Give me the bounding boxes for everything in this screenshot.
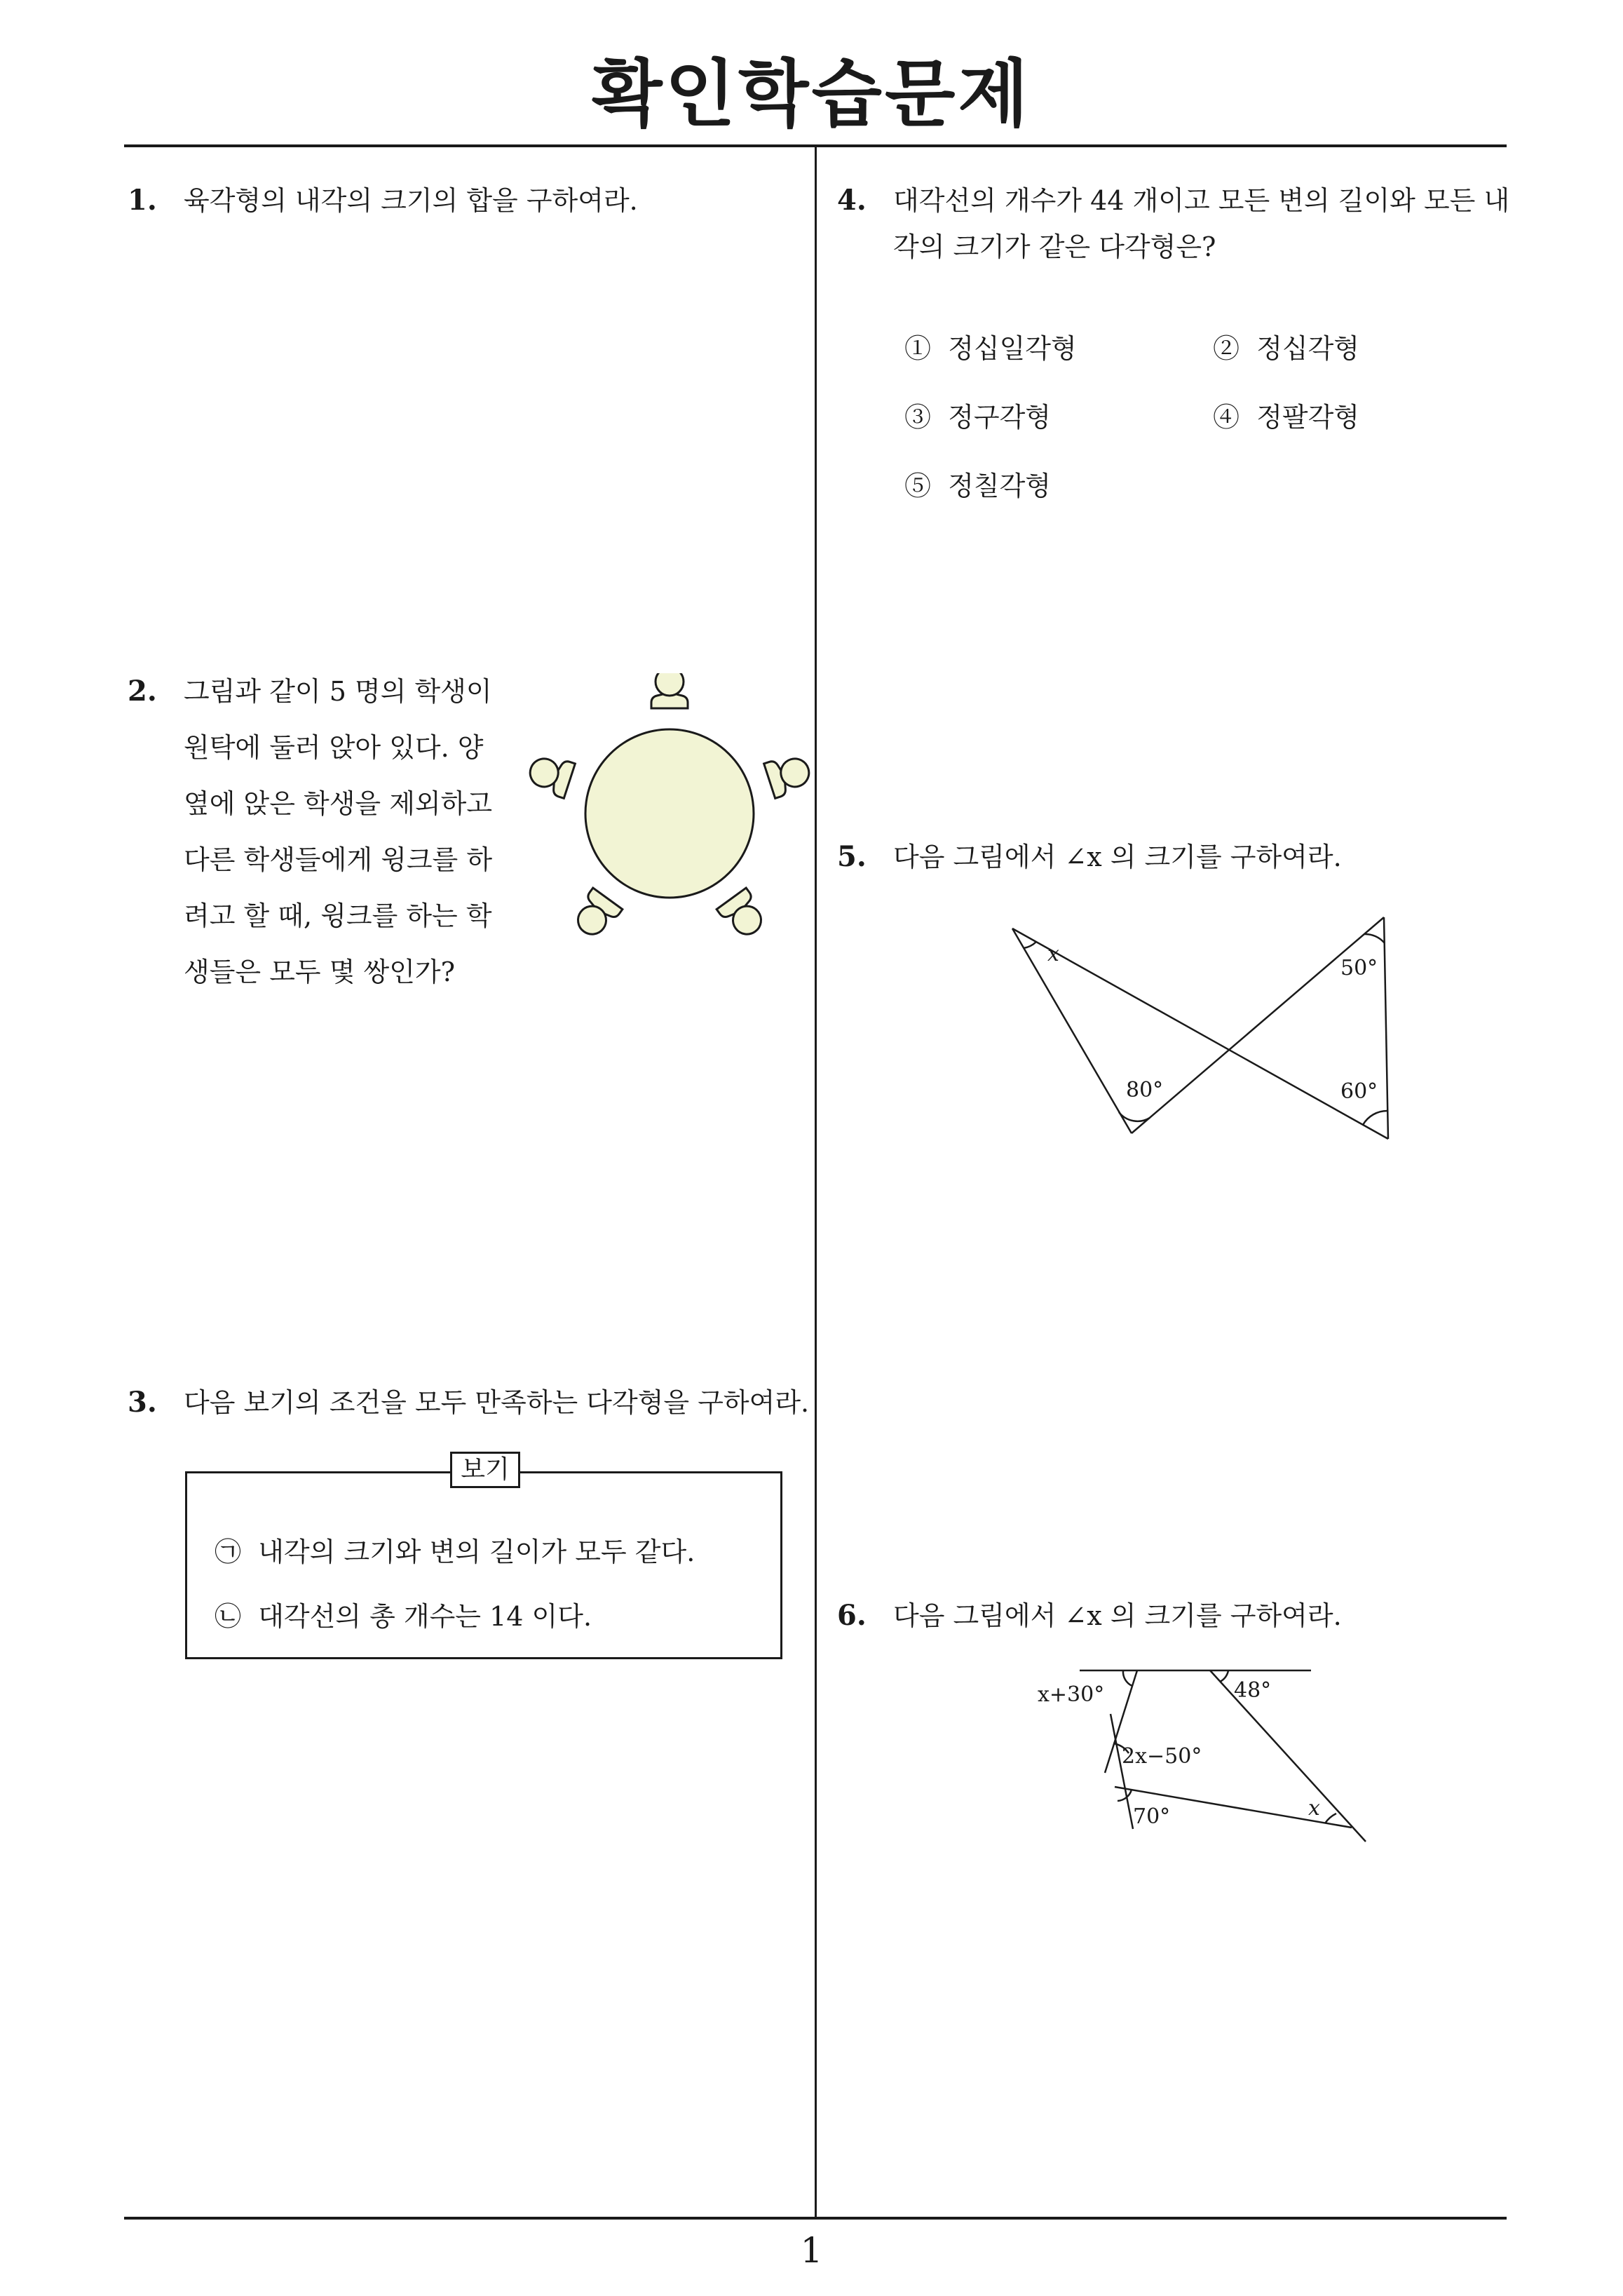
text-line: 려고 할 때, 윙크를 하는 학: [184, 900, 492, 931]
question-text: 다음 그림에서 ∠x 의 크기를 구하여라.: [893, 1600, 1342, 1631]
text-line: 생들은 모두 몇 쌍인가?: [184, 957, 455, 987]
bowtie-figure: [982, 905, 1416, 1157]
bogi-item: [215, 1530, 695, 1569]
angle-arc: [1220, 1670, 1228, 1682]
choice-5[interactable]: ⑤ 정칠각형: [904, 471, 1052, 501]
bogi-text: 내각의 크기와 변의 길이가 모두 같다.: [258, 1537, 695, 1567]
angle-figure: [1031, 1662, 1451, 1858]
text-line: 그림과 같이 5 명의 학생이: [184, 676, 492, 707]
angle-label-70: 70°: [1133, 1804, 1171, 1829]
question-number: 2.: [128, 675, 157, 708]
question-number: 1.: [128, 184, 157, 217]
bogi-item: [215, 1595, 592, 1633]
angle-label-x-right: x: [1308, 1796, 1320, 1821]
question-text: [184, 663, 492, 1000]
question-number: 6.: [837, 1599, 867, 1632]
student-icon: [764, 751, 813, 798]
choice-2[interactable]: ② 정십각형: [1213, 333, 1360, 364]
text-line: 대각선의 개수가 44 개이고 모든 변의 길이와 모든 내: [893, 185, 1510, 216]
question-text: [893, 173, 1509, 275]
figure-line: [1012, 928, 1132, 1133]
angle-label-x-plus-30: x+30°: [1038, 1682, 1105, 1707]
angle-label-2x-minus-50: 2x−50°: [1122, 1744, 1202, 1769]
figure-line: [1012, 928, 1388, 1139]
student-icon: [526, 751, 575, 798]
question-text: 다음 보기의 조건을 모두 만족하는 다각형을 구하여라.: [184, 1387, 810, 1418]
page-number: 1: [800, 2230, 823, 2271]
choice-4[interactable]: ④ 정팔각형: [1213, 402, 1360, 433]
angle-arc: [1123, 1670, 1132, 1686]
angle-label-60: 60°: [1340, 1079, 1378, 1104]
question-number: 3.: [128, 1386, 157, 1419]
column-divider: [815, 144, 817, 2219]
text-line: 원탁에 둘러 앉아 있다. 양: [184, 732, 484, 763]
angle-label-48: 48°: [1234, 1678, 1272, 1703]
angle-arc: [1363, 1111, 1387, 1125]
text-line: 다른 학생들에게 윙크를 하: [184, 844, 493, 875]
question-text: 육각형의 내각의 크기의 합을 구하여라.: [184, 185, 638, 216]
bogi-label: 보기: [450, 1452, 520, 1488]
angle-label-x: x: [1047, 942, 1059, 966]
angle-arc: [1118, 1790, 1132, 1801]
round-table-figure: [526, 673, 813, 954]
angle-label-50: 50°: [1340, 956, 1378, 980]
question-number: 5.: [837, 840, 867, 873]
bogi-marker: ㉠: [215, 1537, 242, 1567]
figure-line: [1111, 1714, 1133, 1829]
choice-1[interactable]: ① 정십일각형: [904, 333, 1077, 364]
text-line: 옆에 앉은 학생을 제외하고: [184, 788, 493, 819]
question-number: 4.: [837, 184, 867, 217]
bogi-text: 대각선의 총 개수는 14 이다.: [258, 1601, 592, 1632]
student-icon: [651, 673, 688, 708]
figure-line: [1384, 917, 1388, 1139]
angle-arc: [1325, 1814, 1336, 1823]
angle-arc: [1024, 942, 1036, 948]
angle-label-80: 80°: [1126, 1078, 1164, 1102]
round-table: [585, 729, 754, 898]
bogi-marker: ㉡: [215, 1601, 242, 1632]
question-text: 다음 그림에서 ∠x 의 크기를 구하여라.: [893, 842, 1342, 872]
choice-3[interactable]: ③ 정구각형: [904, 402, 1052, 433]
student-icon: [569, 888, 623, 942]
student-icon: [717, 888, 770, 942]
page-title: 확인학습문제: [592, 51, 1031, 137]
text-line: 각의 크기가 같은 다각형은?: [893, 231, 1216, 262]
bottom-rule: [124, 2217, 1507, 2220]
angle-arc: [1364, 934, 1385, 943]
